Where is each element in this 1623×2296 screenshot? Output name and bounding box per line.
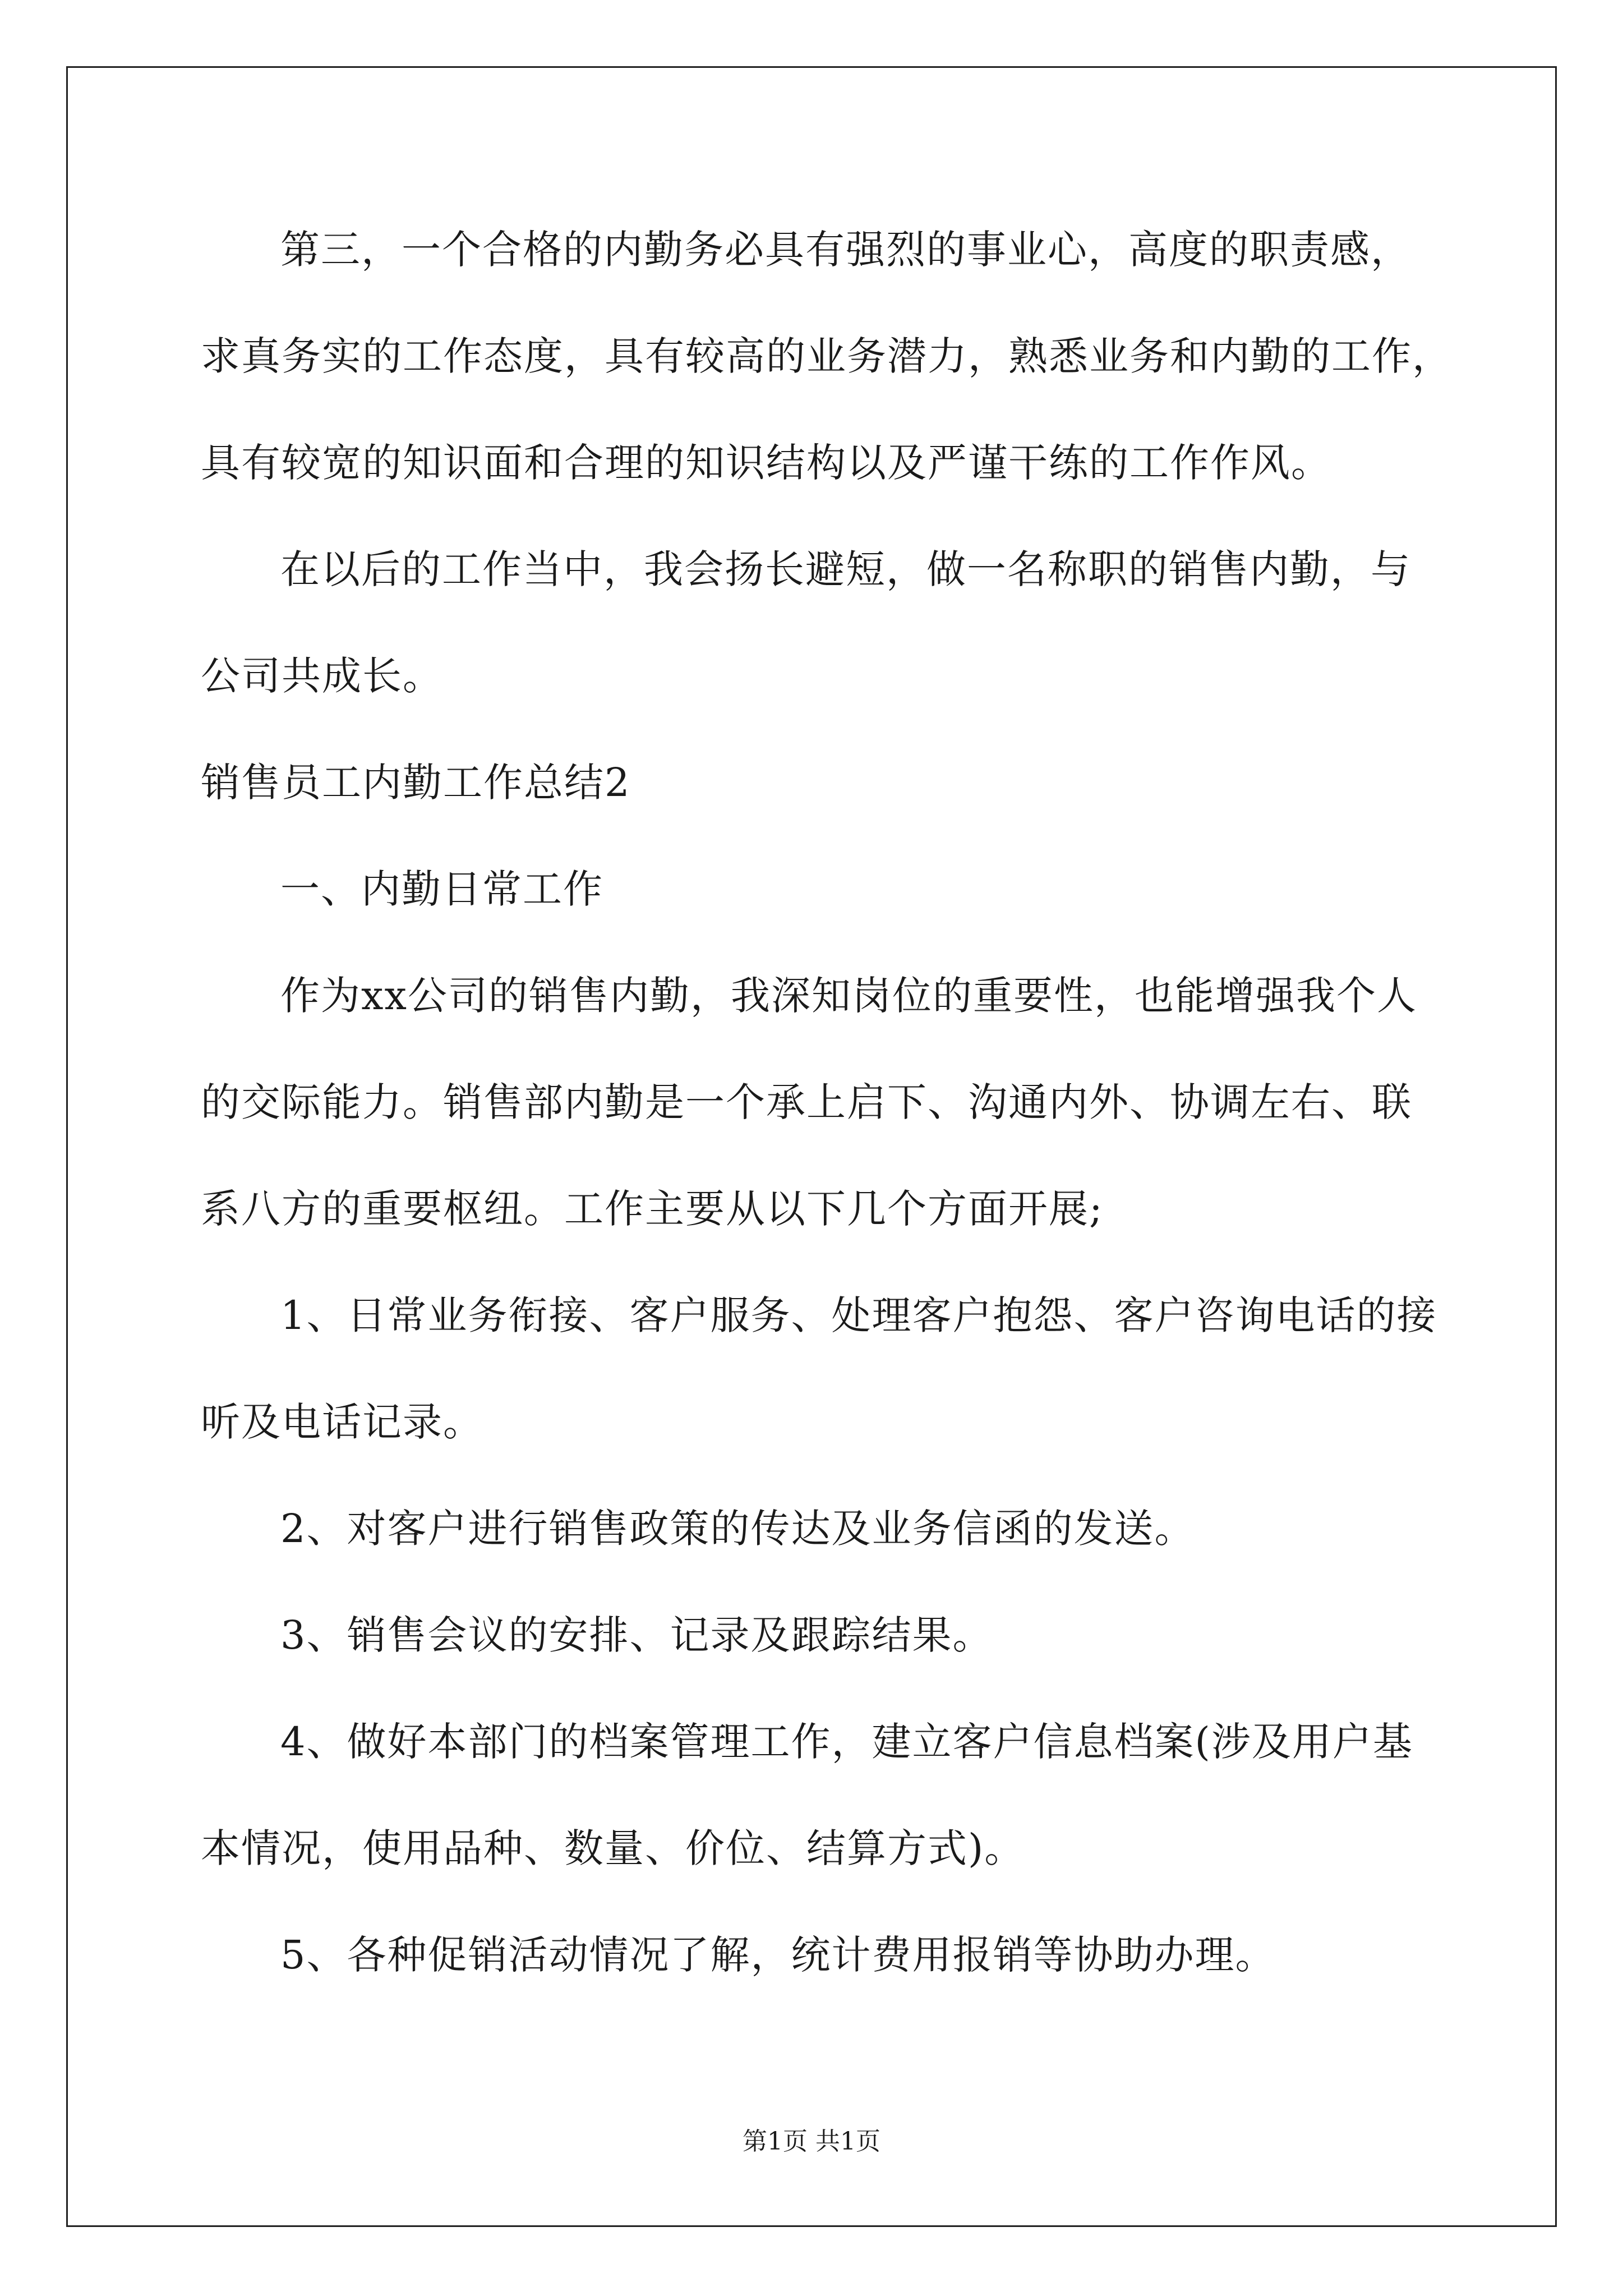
paragraph-line: 公司共成长。 bbox=[201, 653, 443, 699]
list-item-continuation: 听及电话记录。 bbox=[201, 1399, 483, 1445]
list-item: 2、对客户进行销售政策的传达及业务信函的发送。 bbox=[280, 1506, 1195, 1552]
paragraph-line: 系八方的重要枢纽。工作主要从以下几个方面开展; bbox=[201, 1186, 1104, 1232]
paragraph-line: 在以后的工作当中，我会扬长避短，做一名称职的销售内勤，与 bbox=[280, 546, 1411, 592]
list-item-continuation: 本情况，使用品种、数量、价位、结算方式)。 bbox=[201, 1825, 1025, 1871]
subsection-heading: 一、内勤日常工作 bbox=[280, 866, 603, 912]
paragraph-line: 作为xx公司的销售内勤，我深知岗位的重要性，也能增强我个人 bbox=[280, 973, 1417, 1019]
page-footer: 第1页 共1页 bbox=[743, 2127, 880, 2156]
list-item: 3、销售会议的安排、记录及跟踪结果。 bbox=[280, 1612, 993, 1658]
page-border bbox=[66, 66, 1557, 2227]
paragraph-line: 的交际能力。销售部内勤是一个承上启下、沟通内外、协调左右、联 bbox=[201, 1079, 1412, 1125]
paragraph-line: 求真务实的工作态度，具有较高的业务潜力，熟悉业务和内勤的工作， bbox=[201, 333, 1453, 379]
list-item: 4、做好本部门的档案管理工作，建立客户信息档案(涉及用户基 bbox=[280, 1719, 1413, 1765]
paragraph-line: 第三，一个合格的内勤务必具有强烈的事业心，高度的职责感， bbox=[280, 227, 1411, 273]
section-heading: 销售员工内勤工作总结2 bbox=[201, 760, 631, 806]
list-item: 5、各种促销活动情况了解，统计费用报销等协助办理。 bbox=[280, 1932, 1276, 1978]
paragraph-line: 具有较宽的知识面和合理的知识结构以及严谨干练的工作作风。 bbox=[201, 440, 1331, 486]
list-item: 1、日常业务衔接、客户服务、处理客户抱怨、客户咨询电话的接 bbox=[280, 1292, 1437, 1338]
